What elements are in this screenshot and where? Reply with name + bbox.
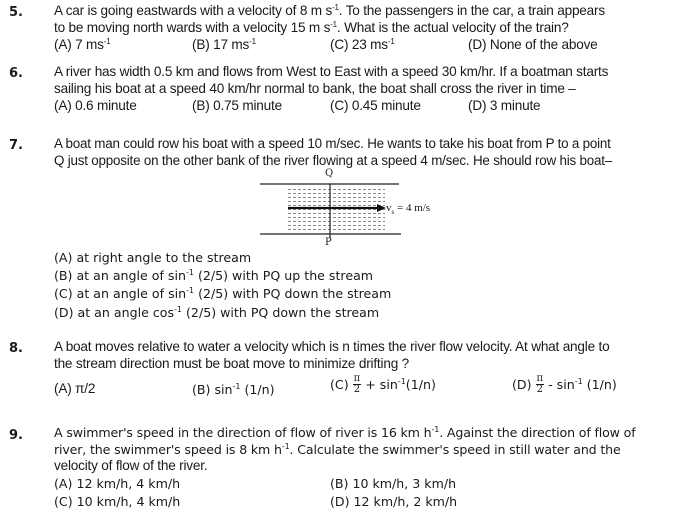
option-b[interactable]: (B) 0.75 minute [192, 98, 282, 113]
point-p-label: P [325, 237, 332, 248]
option-c[interactable]: (C) 0.45 minute [330, 98, 421, 113]
question-text-line: A swimmer's speed in the direction of flow of river is 16 km $h^{-1}$. Against the direction of flow of [54, 425, 636, 440]
option-b[interactable]: (B) $\sin^{-1} (1/n)$ [192, 382, 275, 397]
question-number: 6. [9, 66, 23, 81]
option-c[interactable]: (C) $\frac{\pi}{2}$ + $\sin^{-1}(1/n)$ [330, 373, 436, 395]
option-d[interactable]: (D) 3 minute [468, 98, 541, 113]
option-a[interactable]: (A) 0.6 minute [54, 98, 137, 113]
option-c[interactable]: (C) 10 km/h, 4 km/h [54, 494, 181, 509]
question-text-line: A river has width 0.5 km and flows from West to East with a speed 30 km/hr. If a boatman starts [54, 64, 609, 79]
option-a[interactable]: (A) 7 $ms^{-1}$ [54, 37, 111, 52]
question-text-line: to be moving north wards with a velocity 15 m $s^{-1}$. What is the actual velocity of the train? [54, 20, 569, 35]
pi-over-2-fraction: $\frac{\pi}{2}$ [536, 373, 544, 395]
question-text-line: river, the swimmer's speed is 8 km $h^{-1}$. Calculate the swimmer's speed in still water and the [54, 442, 621, 457]
river-diagram [258, 168, 431, 250]
question-text-line: sailing his boat at a speed 40 km/hr normal to bank, the boat shall cross the river in time – [54, 81, 576, 96]
pi-over-2-fraction: $\frac{\pi}{2}$ [353, 373, 361, 395]
option-b[interactable]: (B) 17 $ms^{-1}$ [192, 37, 256, 52]
question-text-line: A boat moves relative to water a velocity which is n times the river flow velocity. At what angle to [54, 339, 610, 354]
option-b[interactable]: (B) at an angle of $\sin^{-1} (2/5)$ with PQ up the stream [54, 268, 374, 283]
option-a[interactable]: (A) 12 km/h, 4 km/h [54, 476, 181, 491]
option-d[interactable]: (D) None of the above [468, 37, 598, 52]
question-text-line: Q just opposite on the other bank of the river flowing at a speed 4 m/sec. He should row his boat– [54, 153, 613, 168]
option-a[interactable]: (A) at right angle to the stream [54, 250, 252, 265]
option-b[interactable]: (B) 10 km/h, 3 km/h [330, 476, 457, 491]
question-number: 8. [9, 341, 23, 356]
option-c[interactable]: (C) 23 $ms^{-1}$ [330, 37, 395, 52]
question-text-line: A boat man could row his boat with a speed 10 m/sec. He wants to take his boat from P to a point [54, 136, 611, 151]
velocity-label: $v_s = 4$ m/s [386, 202, 431, 217]
question-number: 9. [9, 428, 23, 443]
option-a[interactable]: (A) π/2 [54, 381, 96, 396]
question-text-line: the stream direction must be boat move to minimize drifting ? [54, 356, 409, 371]
question-text-line: velocity of flow of the river. [54, 458, 208, 473]
option-d[interactable]: (D) $\frac{\pi}{2}$ - $\sin^{-1} (1/n)$ [512, 373, 617, 395]
option-c[interactable]: (C) at an angle of $\sin^{-1} (2/5)$ with PQ down the stream [54, 286, 392, 301]
option-d[interactable]: (D) at an angle $\cos^{-1} (2/5)$ with PQ down the stream [54, 305, 380, 320]
point-q-label: Q [325, 168, 334, 179]
question-number: 5. [9, 5, 23, 20]
option-d[interactable]: (D) 12 km/h, 2 km/h [330, 494, 458, 509]
question-text-line: A car is going eastwards with a velocity of 8 m $s^{-1}$. To the passengers in the car, a train appears [54, 3, 605, 18]
question-number: 7. [9, 138, 23, 153]
